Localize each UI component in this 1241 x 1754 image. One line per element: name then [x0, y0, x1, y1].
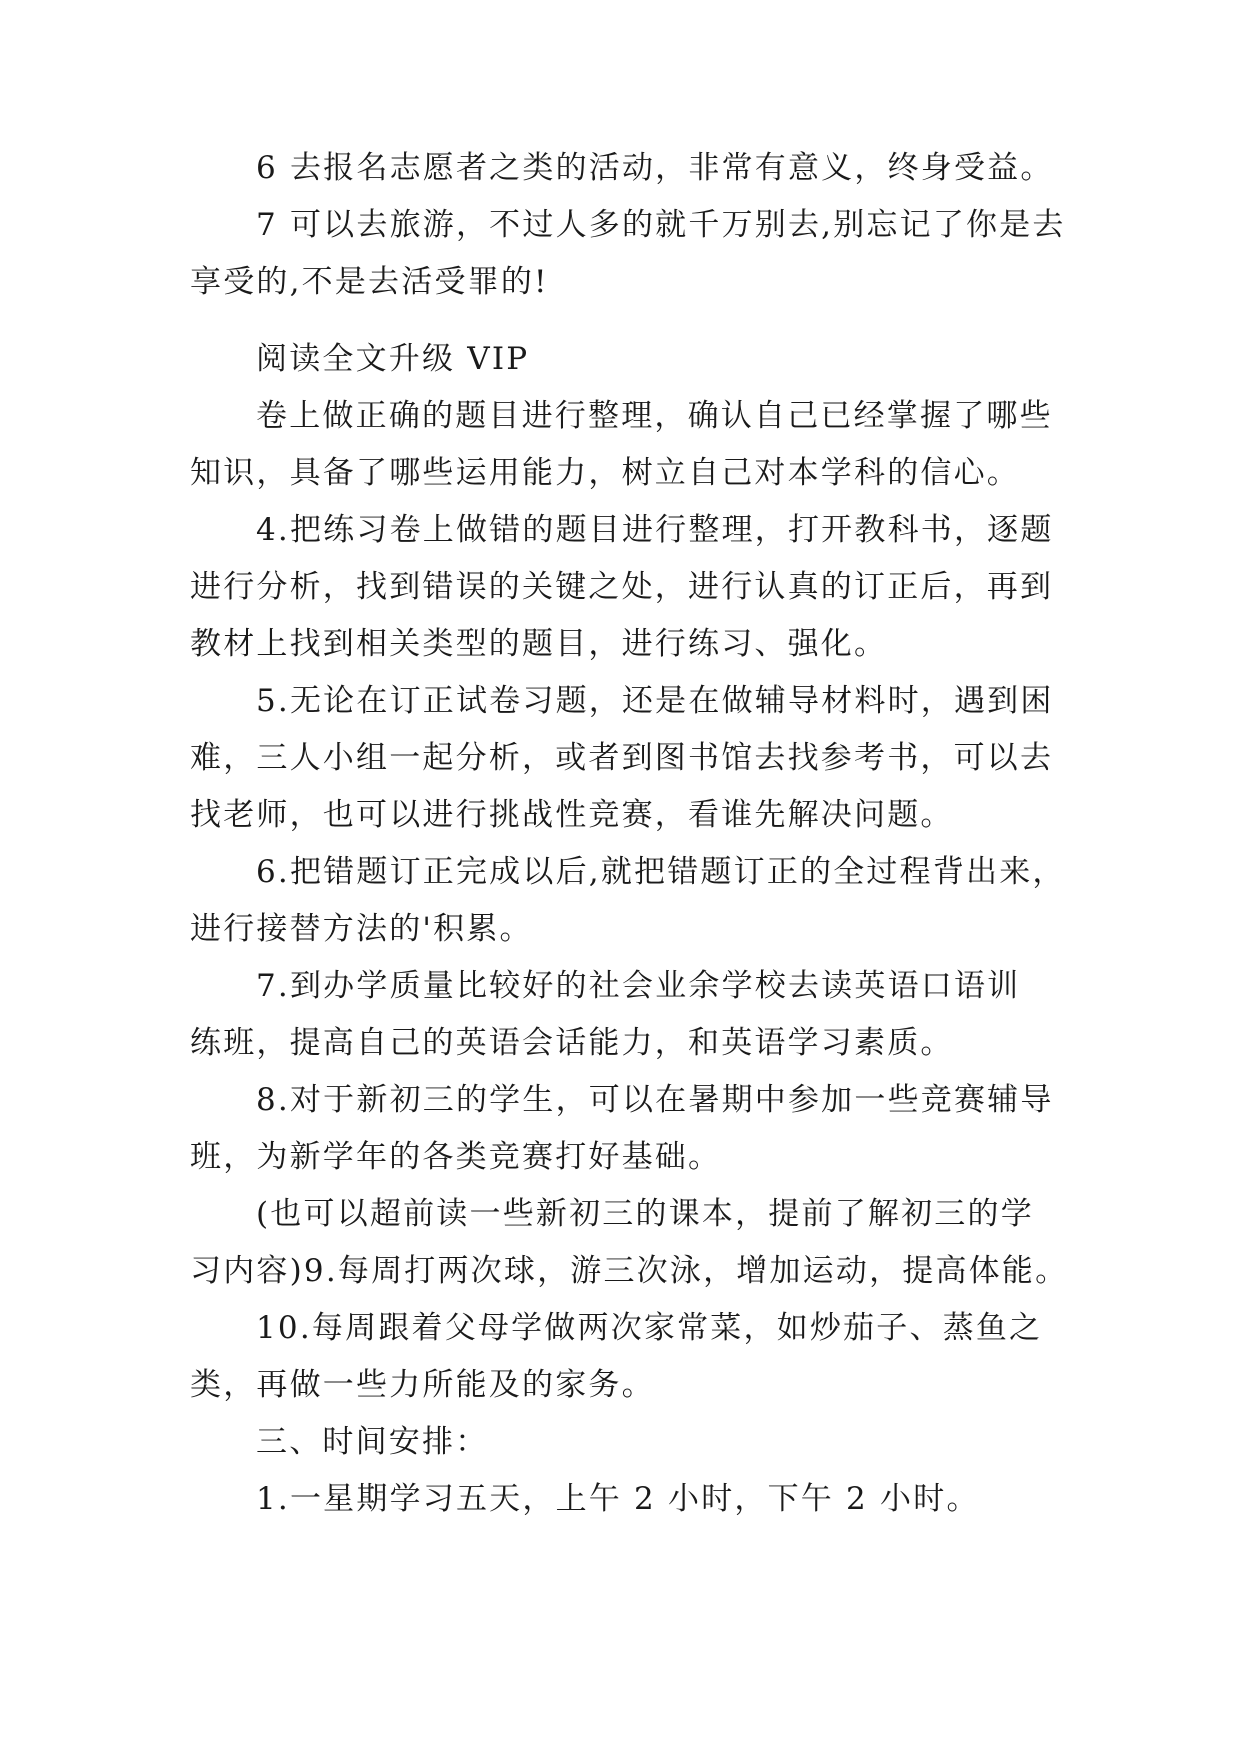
paragraph-line: 进行分析，找到错误的关键之处，进行认真的订正后，再到 [190, 569, 1054, 605]
paragraph-line: 教材上找到相关类型的题目，进行练习、强化。 [190, 626, 888, 662]
paragraph-line: 1.一星期学习五天，上午 2 小时，下午 2 小时。 [256, 1481, 980, 1517]
paragraph-line: 班，为新学年的各类竞赛打好基础。 [190, 1139, 722, 1175]
paragraph-line: 5.无论在订正试卷习题，还是在做辅导材料时，遇到困 [256, 683, 1054, 719]
section-heading: 三、时间安排： [256, 1424, 489, 1460]
paragraph-line: 4.把练习卷上做错的题目进行整理，打开教科书，逐题 [256, 512, 1054, 548]
paragraph-line: 卷上做正确的题目进行整理，确认自己已经掌握了哪些 [256, 398, 1053, 434]
paragraph-line: 知识，具备了哪些运用能力，树立自己对本学科的信心。 [190, 455, 1020, 491]
paragraph-line: (也可以超前读一些新初三的课本，提前了解初三的学 [256, 1196, 1034, 1232]
paragraph-line: 7.到办学质量比较好的社会业余学校去读英语口语训 [256, 968, 1021, 1004]
paragraph-line: 找老师，也可以进行挑战性竞赛，看谁先解决问题。 [190, 797, 954, 833]
paragraph-line: 7 可以去旅游，不过人多的就千万别去,别忘记了你是去 [256, 207, 1066, 243]
paragraph-line: 享受的,不是去活受罪的! [190, 264, 549, 300]
paragraph-line: 10.每周跟着父母学做两次家常菜，如炒茄子、蒸鱼之 [256, 1310, 1043, 1346]
paragraph-line: 类，再做一些力所能及的家务。 [190, 1367, 655, 1403]
paragraph-line: 练班，提高自己的英语会话能力，和英语学习素质。 [190, 1025, 954, 1061]
paragraph-line: 6.把错题订正完成以后,就把错题订正的全过程背出来， [256, 854, 1066, 890]
upgrade-vip-link[interactable]: 阅读全文升级 VIP [256, 341, 530, 377]
paragraph-line: 8.对于新初三的学生，可以在暑期中参加一些竞赛辅导 [256, 1082, 1054, 1118]
paragraph-line: 6 去报名志愿者之类的活动，非常有意义，终身受益。 [256, 150, 1054, 186]
paragraph-line: 难，三人小组一起分析，或者到图书馆去找参考书，可以去 [190, 740, 1054, 776]
paragraph-line: 习内容)9.每周打两次球，游三次泳，增加运动，提高体能。 [190, 1253, 1069, 1289]
paragraph-line: 进行接替方法的'积累。 [190, 911, 533, 947]
